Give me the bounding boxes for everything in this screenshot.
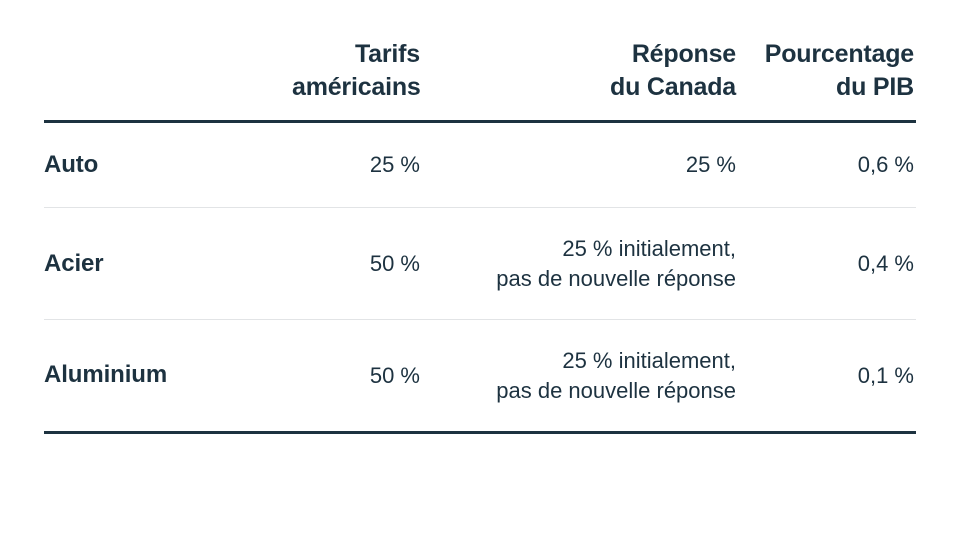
column-header-us-tariffs [292, 38, 424, 122]
column-header-us-tariffs-text: Tarifs américains [292, 40, 421, 101]
row-canada-response [424, 320, 742, 433]
row-label: Acier [44, 208, 292, 320]
table-header-row [44, 38, 916, 122]
row-canada-response [424, 122, 742, 208]
row-us-tariffs: 50 % [292, 320, 424, 433]
table-body [44, 122, 916, 433]
table-row [44, 320, 916, 433]
row-us-tariffs: 25 % [369, 152, 420, 178]
row-canada-response-text: 25 % initialement, pas de nouvelle réponse [496, 236, 736, 291]
table-row [44, 122, 916, 208]
row-gdp-percent: 0,4 % [742, 208, 916, 320]
row-canada-response [424, 208, 742, 320]
row-us-tariffs: 50 % [292, 208, 424, 320]
column-header-gdp-percent-text: Pourcentage du PIB [764, 40, 914, 101]
table-header [44, 38, 916, 122]
table-row [44, 208, 916, 320]
column-header-gdp-percent [742, 38, 916, 122]
column-header-canada-response [424, 38, 742, 122]
row-canada-response-text: 25 % initialement, pas de nouvelle réponse [496, 348, 736, 403]
row-label: Auto [44, 151, 99, 178]
row-gdp-percent: 0,1 % [742, 320, 916, 433]
tariff-table [44, 38, 916, 434]
column-header-canada-response-text: Réponse du Canada [610, 40, 736, 101]
column-header-category [44, 38, 292, 122]
row-label: Aluminium [44, 320, 292, 433]
row-gdp-percent: 0,6 % [857, 152, 914, 178]
row-canada-response-text: 25 % [685, 152, 736, 178]
